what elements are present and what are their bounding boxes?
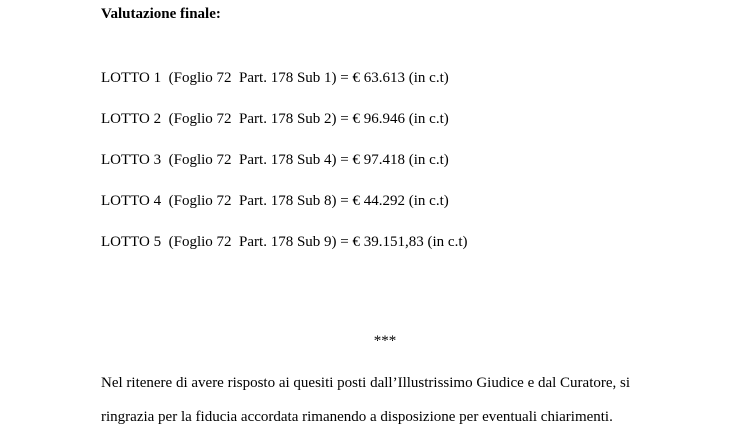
closing-line-2: ringrazia per la fiducia accordata rimanendo a disposizione per eventuali chiarimenti. bbox=[101, 409, 613, 425]
lot-item-3: LOTTO 3 (Foglio 72 Part. 178 Sub 4) = € 97.418 (in c.t) bbox=[101, 152, 449, 168]
lot-item-5: LOTTO 5 (Foglio 72 Part. 178 Sub 9) = € 39.151,83 (in c.t) bbox=[101, 234, 468, 250]
lot-list bbox=[101, 68, 468, 273]
closing-line-1: Nel ritenere di avere risposto ai quesiti posti dall’Illustrissimo Giudice e dal Curatore, si bbox=[101, 375, 631, 391]
lot-item-4: LOTTO 4 (Foglio 72 Part. 178 Sub 8) = € 44.292 (in c.t) bbox=[101, 193, 449, 209]
section-heading: Valutazione finale: bbox=[101, 6, 221, 22]
section-separator: *** bbox=[373, 333, 397, 349]
lot-item-1: LOTTO 1 (Foglio 72 Part. 178 Sub 1) = € 63.613 (in c.t) bbox=[101, 70, 449, 86]
lot-item-2: LOTTO 2 (Foglio 72 Part. 178 Sub 2) = € 96.946 (in c.t) bbox=[101, 111, 449, 127]
closing-paragraph bbox=[101, 373, 681, 441]
